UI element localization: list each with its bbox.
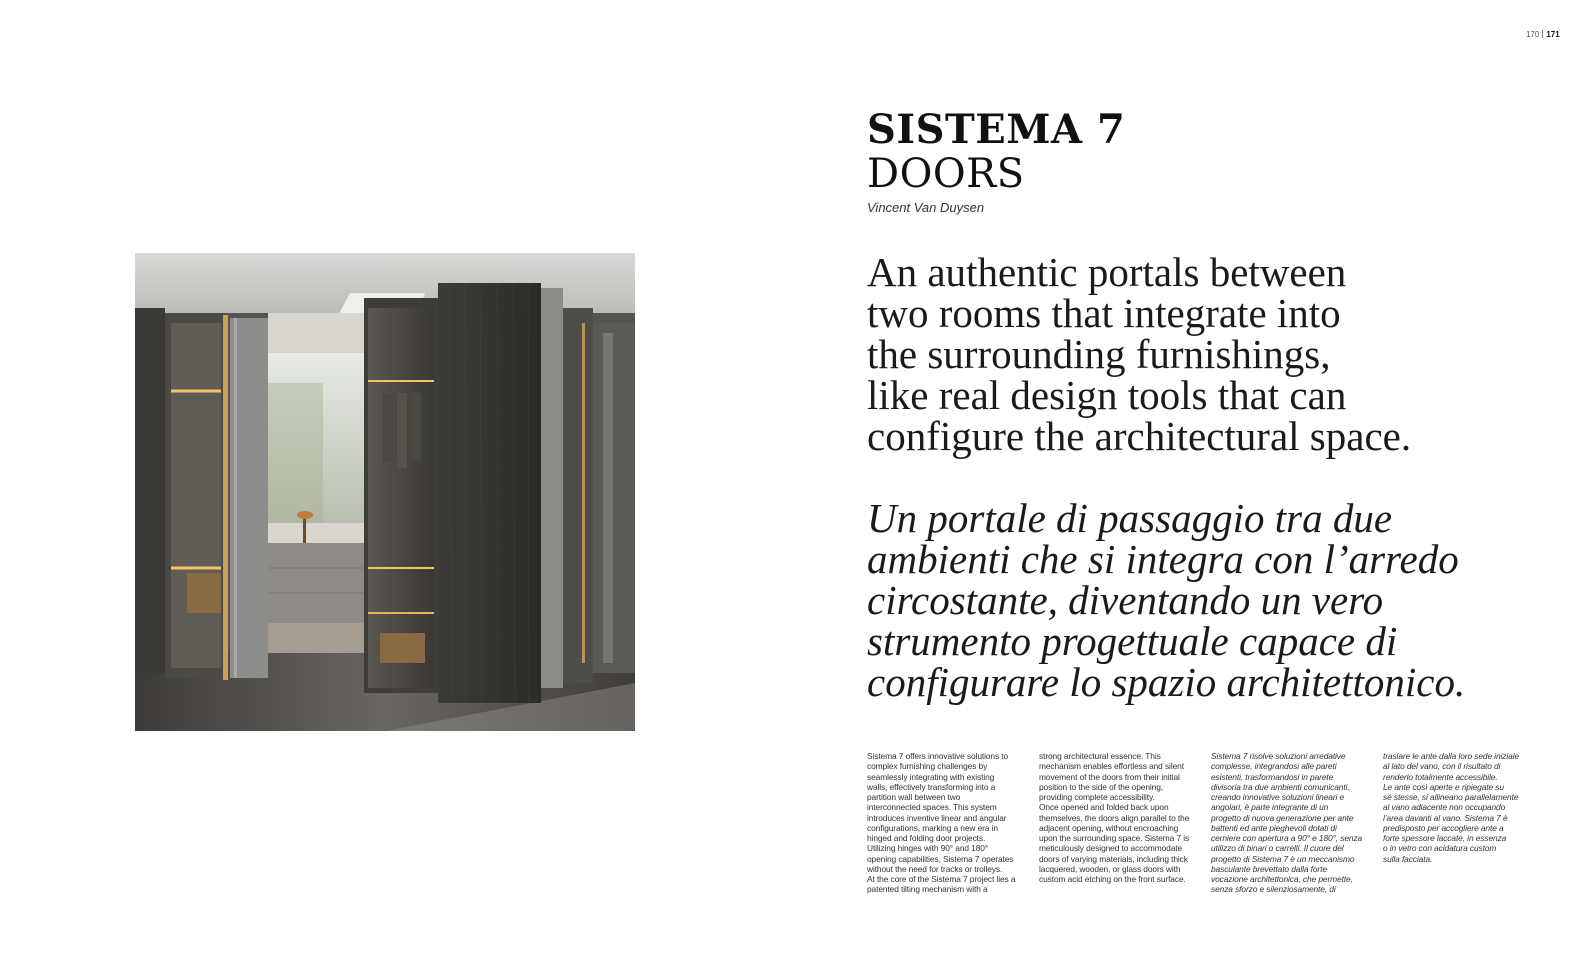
title-line-2: DOORS xyxy=(867,151,1025,197)
page-numbers xyxy=(1526,30,1568,39)
title-line-1: SISTEMA 7 xyxy=(867,106,1126,153)
body-column-3: Sistema 7 risolve soluzioni arredative complesse, integrandosi alle pareti esistenti, trasformandosi in parete divisoria tra due ambienti comunicanti, creando innovative soluzioni lineari e angolari, è parte integrante di un progetto di nuova generazione per ante battenti ed ante pieghevoli dotati di cerniere con apertura a 90° e 180°, senza utilizzo di binari o carrelli. Il cuore del progetto di Sistema 7 è un meccanismo basculante brevettato dalla forte vocazione architettonica, che permette, senza sforzo e silenziosamente, di xyxy=(1211,751,1363,895)
page-number-prev: 170 xyxy=(1526,30,1540,39)
body-column-1: Sistema 7 offers innovative solutions to complex furnishing challenges by seamlessly integrating with existing walls, effectively transforming into a partition wall between two interconnected spaces. This system introduces inventive linear and angular configurations, marking a new era in hinged and folding door projects. Utilizing hinges with 90° and 180° opening capabilities, Sistema 7 operates without the need for tracks or trolleys. At the core of the Sistema 7 project lies a patented tilting mechanism with a xyxy=(867,751,1016,895)
page-number-current: 171 xyxy=(1546,30,1560,39)
lead-italian: Un portale di passaggio tra due ambienti che si integra con l’arredo circostante, diventando un vero strumento progettuale capace di configurare lo spazio architettonico. xyxy=(867,495,1466,705)
lead-english: An authentic portals between two rooms that integrate into the surrounding furnishings, like real design tools that can configure the architectural space. xyxy=(867,249,1412,459)
page-number-divider xyxy=(1542,30,1543,38)
article-title xyxy=(867,108,1125,215)
designer-name: Vincent Van Duysen xyxy=(867,200,985,215)
body-column-4: traslare le ante dalla loro sede iniziale al lato del vano, con il risultato di renderlo totalmente accessibile. Le ante così aperte e ripiegate su sé stesse, si allineano parallelamente al vano adiacente non occupando l’area davanti al vano. Sistema 7 è predisposto per accogliere ante a forte spessore laccate, in essenza o in vetro con acidatura custom sulla facciata. xyxy=(1383,751,1520,864)
body-column-2: strong architectural essence. This mechanism enables effortless and silent movement of the doors from their initial position to the side of the opening, providing complete accessibility. Once opened and folded back upon themselves, the doors align parallel to the adjacent opening, without encroaching upon the surrounding space. Sistema 7 is meticulously designed to accommodate doors of varying materials, including thick lacquered, wooden, or glass doors with custom acid etching on the front surface. xyxy=(1039,751,1190,884)
walk-in-wardrobe-image xyxy=(135,253,635,731)
product-photo xyxy=(135,253,635,731)
